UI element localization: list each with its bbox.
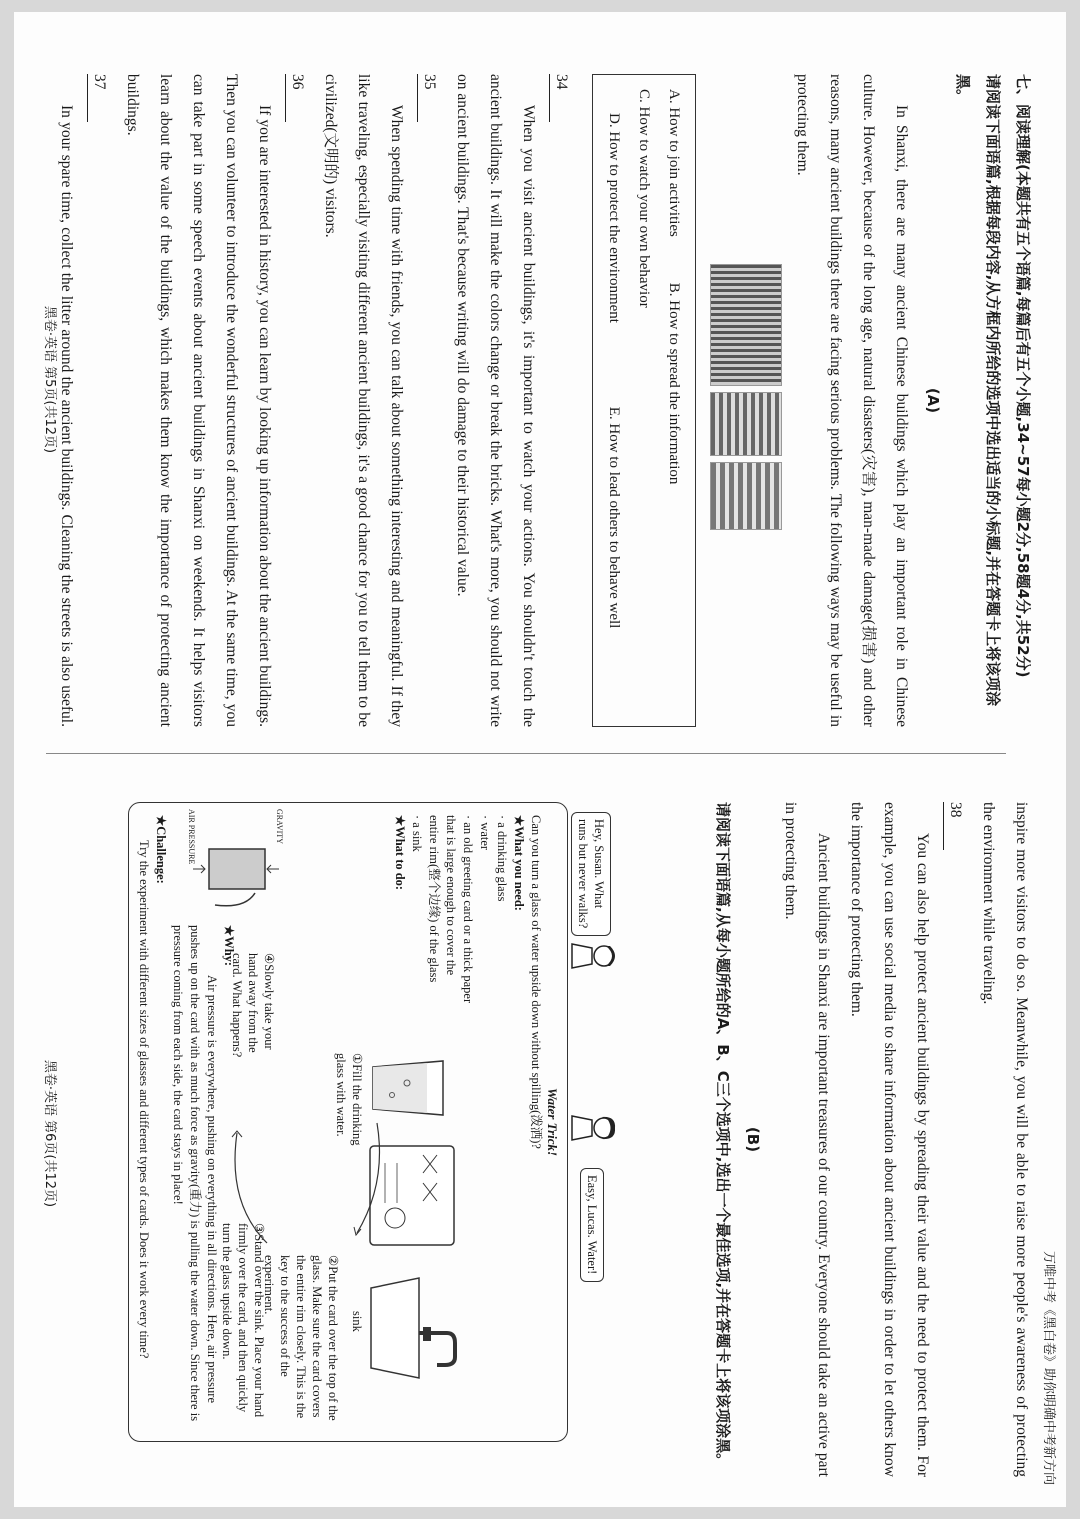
header-note: 万唯中考《黑白卷》助你明确中考新方向 [1041, 1250, 1056, 1485]
paragraph-35 [314, 74, 446, 727]
intro-paragraph: In Shanxi, there are many ancient Chinese buildings which play an important role in Chinese culture. However, because of the long age, natural disasters(灾害), man-made damage(损害) and other reasons, many ancient buildings there are facing serious problems. The following ways may be useful in protecting them. [794, 74, 910, 727]
step-3: ③Stand over the sink. Place your hand firmly over the card, and then quickly turn the glass upside down. [220, 1223, 266, 1418]
rotated-page [14, 12, 1066, 1507]
step-1: ①Fill the drinking glass with water. [334, 1053, 364, 1146]
page-5 [14, 12, 1066, 747]
challenge-label: ★Challenge: [154, 815, 168, 884]
option-d: D. How to protect the environment [606, 113, 622, 323]
do-label: ★What to do: [393, 815, 407, 891]
blank-37: 37 [87, 74, 110, 122]
need-item: · water [478, 815, 492, 851]
paragraph-36-text: If you are interested in history, you can learn by looking up information about the ancient buildings. Then you can volunteer to introduce the wonderful structures of ancient buildings. At the same time, you can take part in some speech events about ancient buildings in Shanxi on weekends. It helps visitors learn about the value of the buildings, which makes them know the importance of protecting ancient buildings. [124, 74, 273, 727]
option-c: C. How to watch your own behavior [636, 89, 652, 308]
paragraph-38-text: You can also help protect ancient buildings by spreading their value and the need to protect them. For example, you can use social media to share information about ancient buildings in order to let others know the importance of protecting them. [848, 802, 931, 1477]
paragraph-34 [446, 74, 578, 727]
why-text: Air pressure is everywhere, pushing on everything in all directions. Here, air pressure pushes up on the card with as much force as gravity(重力) is pulling the water down. Since there is pressure coming from each side, the card stays in place! [171, 925, 219, 1422]
options-box [592, 74, 696, 727]
blank-38: 38 [943, 802, 966, 850]
option-a: A. How to join activities [666, 89, 682, 237]
closing-paragraph: Ancient buildings in Shanxi are important treasures of our country. Everyone should take an active part in protecting them. [782, 802, 832, 1477]
paragraph-36 [116, 74, 314, 727]
blank-34: 34 [549, 74, 572, 122]
need-item: · an old greeting card or a thick paper that is large enough to cover the entire rim(整个边缘) of the glass [427, 815, 475, 1004]
susan-figure-icon [570, 1110, 616, 1146]
paragraph-38 [840, 802, 972, 1477]
trick-title: Water Trick! [545, 1087, 560, 1157]
lucas-figure-icon [570, 938, 616, 974]
label-a: (A) [924, 387, 942, 414]
exam-paper [14, 12, 1066, 1507]
step-arrows-icon [217, 1113, 387, 1273]
paragraph-37-text-start: In your spare time, collect the litter around the ancient buildings. Cleaning the streets is also useful. [58, 105, 75, 727]
lucas-speech-bubble: Hey, Susan. What runs but never walks? [571, 812, 611, 936]
option-b: B. How to spread the information [666, 282, 682, 485]
step-4: ④Slowly take your hand away from the card. What happens? [230, 953, 276, 1058]
footer-page-5: 黑卷·英语 第5页(共12页) [42, 305, 57, 454]
footer-page-6: 黑卷·英语 第6页(共12页) [42, 1059, 57, 1208]
gravity-label: GRAVITY [275, 809, 284, 844]
instruction-b: 请阅读下面语篇,从每小题所给的A、B、C三个选项中,选出一个最佳选项,并在答题卡上将该项涂黑。 [714, 802, 732, 1469]
page-divider [46, 753, 1006, 754]
building-photos [702, 74, 782, 727]
need-label: ★What you need: [512, 815, 526, 911]
need-item: · a sink [410, 815, 424, 852]
step-2: ②Put the card over the top of the glass. Make sure the card covers the entire rim closely. This is the key to the success of the experiment. [262, 1255, 340, 1421]
air-pressure-label: AIR PRESSURE [187, 809, 196, 865]
why-label: ★Why: [222, 925, 236, 967]
need-list [408, 815, 510, 1005]
paragraph-35-text: When spending time with friends, you can talk about something interesting and meaningful. If they like traveling, especially visiting different ancient buildings, it's a good chance for you to tell them to be civilized(文明的) visitors. [322, 74, 405, 727]
instruction-a: 请阅读下面语篇,根据每段内容,从方框内所给的选项中选出适当的小标题,并在答题卡上将该项涂黑。 [954, 74, 1002, 707]
section-title: 七、阅读理解(本题共有五个语篇,每篇后有五个小题,34~57每小题2分,58题4分,共52分) [1014, 74, 1032, 678]
pagoda-photo-1 [710, 392, 782, 456]
trick-question: Can you turn a glass of water upside down without spilling(泼洒)? [529, 815, 543, 1149]
blank-35: 35 [417, 74, 440, 122]
temple-photo [710, 264, 782, 386]
blank-36: 36 [285, 74, 308, 122]
paragraph-34-text: When you visit ancient buildings, it's important to watch your actions. You shouldn't touch the ancient buildings. It will make the colors change or break the bricks. What's more, you should not write on ancient buildings. That's because writing will do damage to their historical value. [454, 74, 537, 727]
water-trick-box [128, 802, 568, 1442]
label-b: (B) [744, 1126, 762, 1153]
need-item: · a drinking glass [495, 815, 509, 902]
susan-speech-bubble: Easy, Lucas. Water! [580, 1168, 604, 1282]
sink-faucet-icon [367, 1273, 459, 1383]
challenge-text: Try the experiment with different sizes of glasses and different types of cards. Does it work every time? [137, 840, 151, 1359]
paragraph-37-continued: inspire more visitors to do so. Meanwhile, you will be able to raise more people's awareness of protecting the environment while traveling. [980, 802, 1030, 1477]
page-6 [14, 760, 1066, 1507]
option-e: E. How to lead others to behave well [606, 406, 622, 629]
pagoda-photo-2 [710, 462, 782, 530]
sink-label: sink [350, 1311, 364, 1332]
